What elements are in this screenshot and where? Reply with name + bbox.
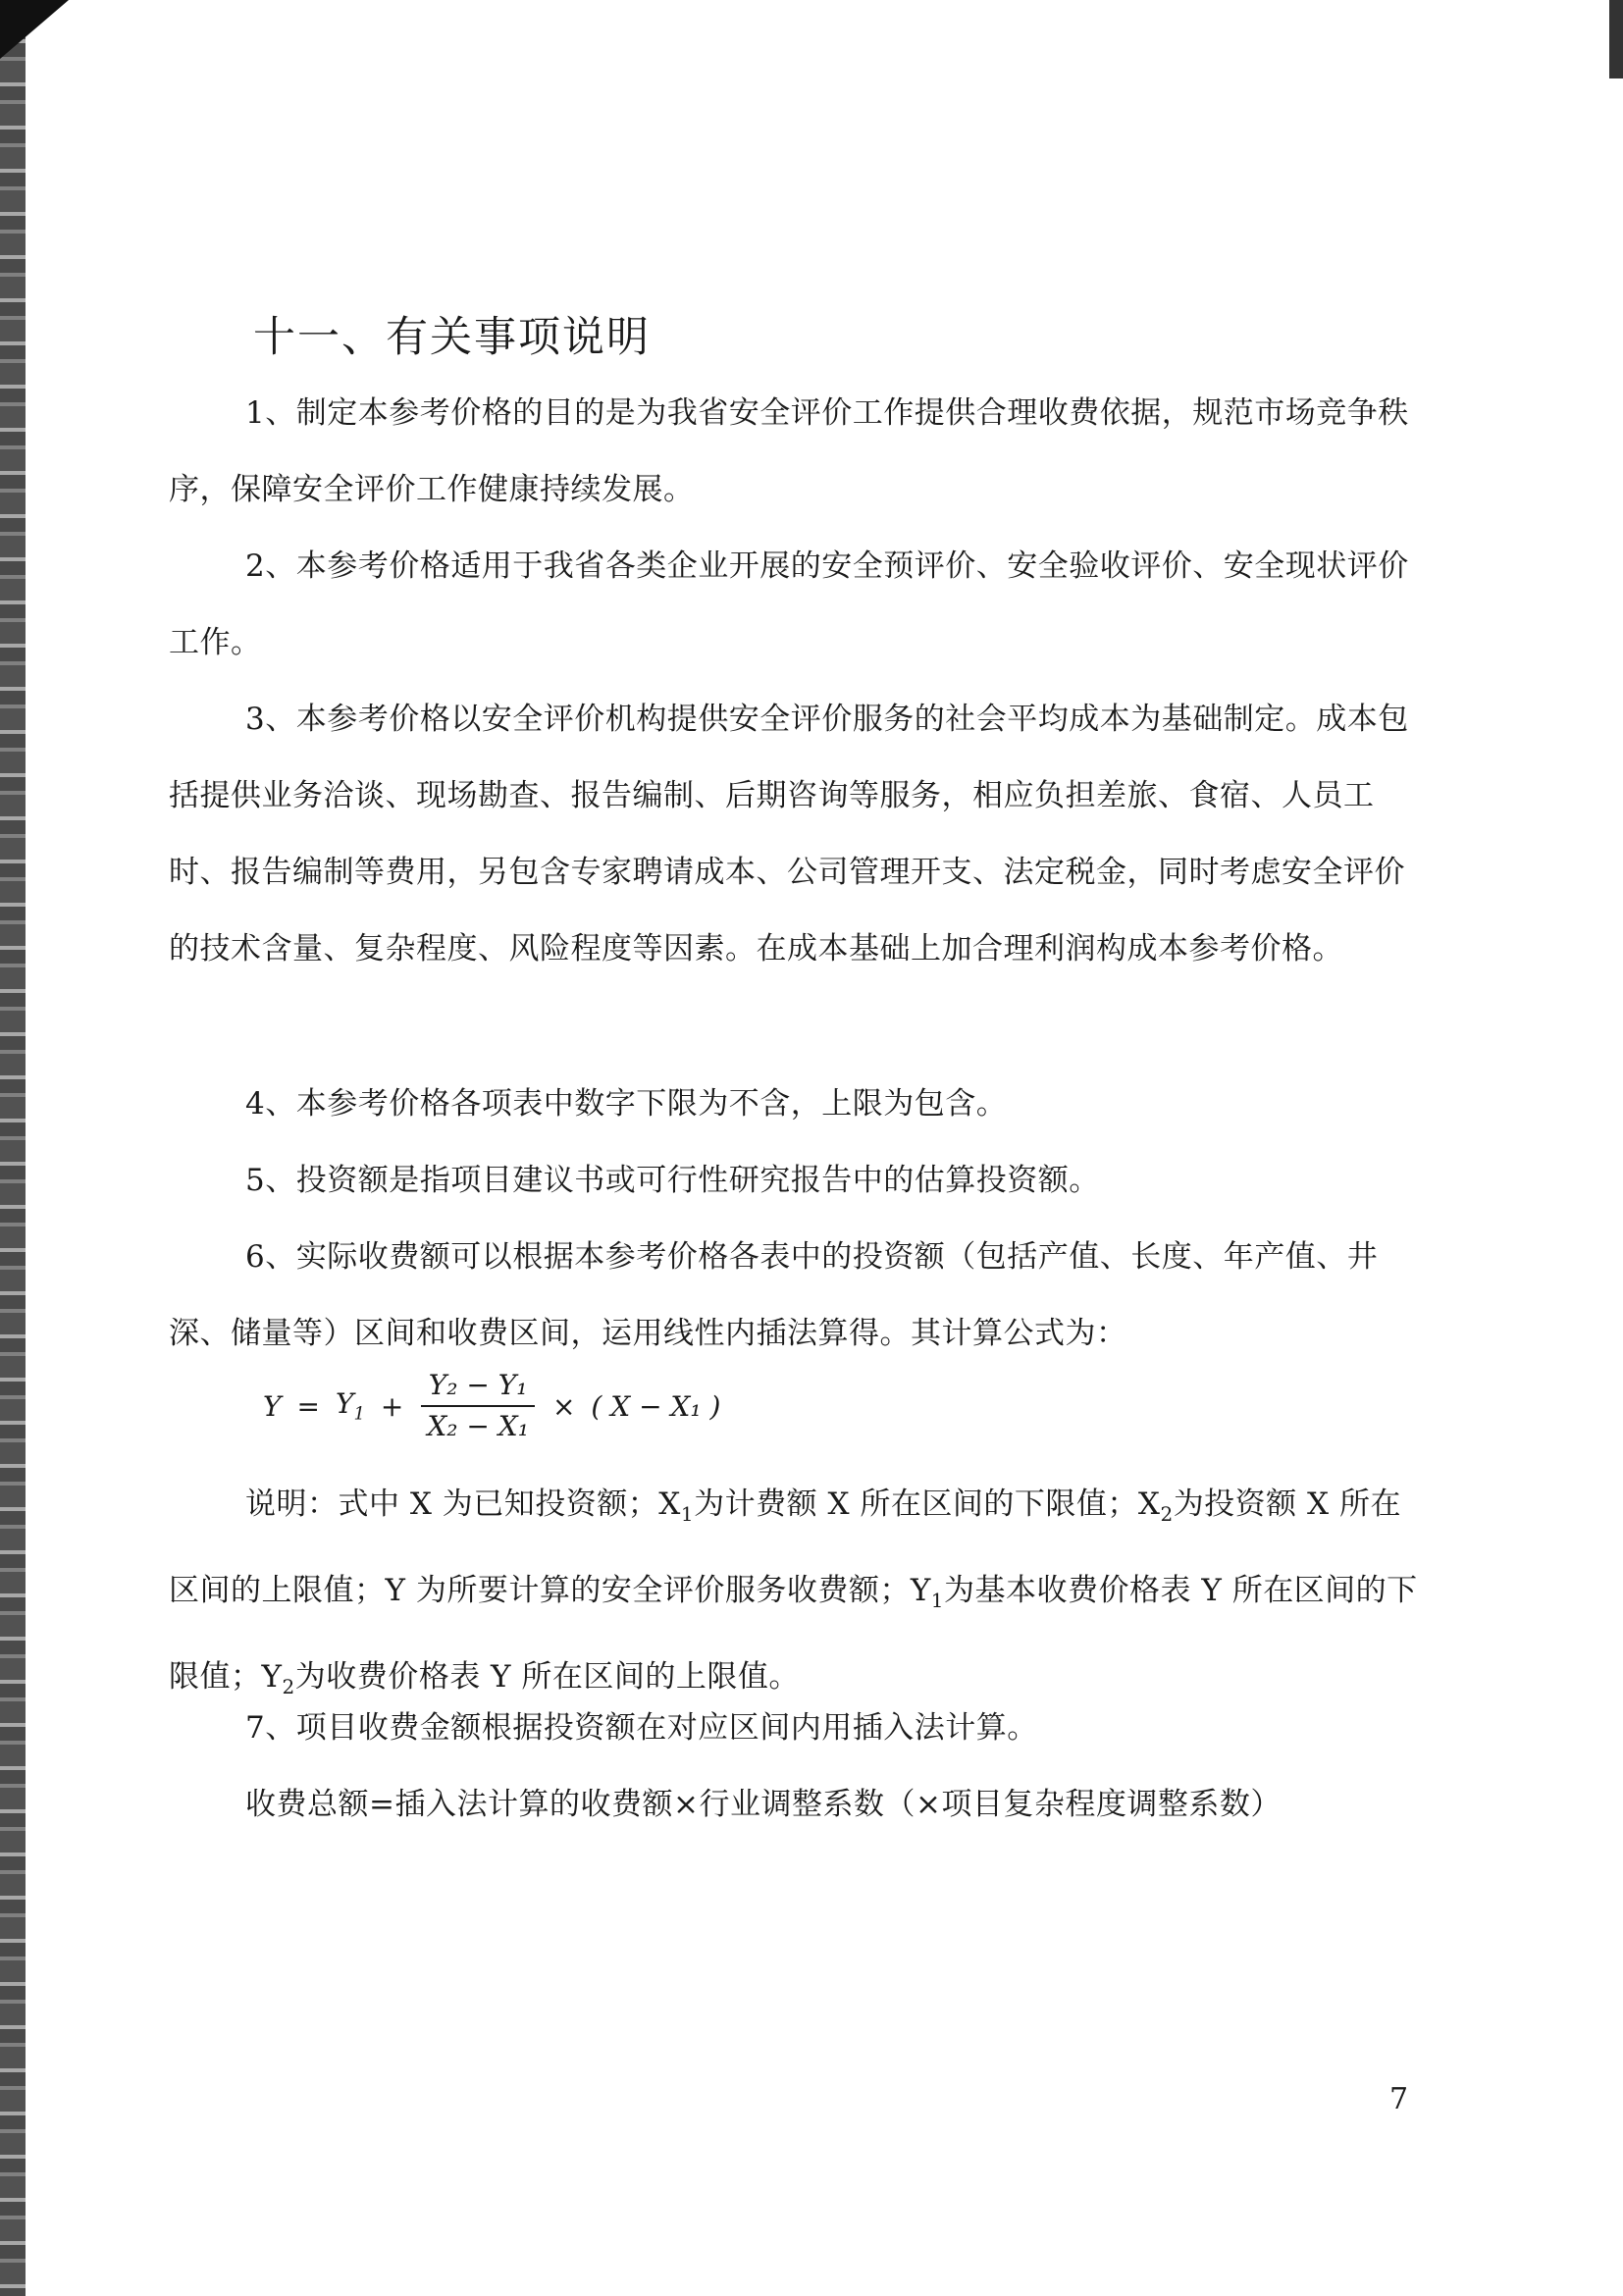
formula-lhs: Y — [263, 1389, 282, 1423]
formula-plus: + — [380, 1389, 404, 1423]
paragraph-3: 3、本参考价格以安全评价机构提供安全评价服务的社会平均成本为基础制定。成本包括提供业务洽谈、现场勘查、报告编制、后期咨询等服务，相应负担差旅、食宿、人员工时、报告编制等费用，另包含专家聘请成本、公司管理开支、法定税金，同时考虑安全评价的技术含量、复杂程度、风险程度等因素。在成本基础上加合理利润构成本参考价格。 — [169, 702, 1409, 966]
paragraph-4: 4、本参考价格各项表中数字下限为不含，上限为包含。 — [245, 1086, 1008, 1122]
page-number: 7 — [1389, 2082, 1409, 2116]
interpolation-formula — [263, 1366, 720, 1446]
formula-times: × — [551, 1389, 576, 1423]
formula-numerator: Y₂ − Y₁ — [421, 1366, 536, 1407]
paragraph-7: 7、项目收费金额根据投资额在对应区间内用插入法计算。 — [245, 1710, 1038, 1746]
paragraph-8: 收费总额=插入法计算的收费额×行业调整系数（×项目复杂程度调整系数） — [245, 1787, 1282, 1822]
paragraph-2: 2、本参考价格适用于我省各类企业开展的安全预评价、安全验收评价、安全现状评价工作。 — [169, 548, 1409, 660]
formula-equals: = — [296, 1389, 320, 1423]
formula-fraction — [419, 1366, 537, 1446]
paragraph-6: 6、实际收费额可以根据本参考价格各表中的投资额（包括产值、长度、年产值、井深、储量等）区间和收费区间，运用线性内插法算得。其计算公式为： — [169, 1239, 1379, 1351]
formula-y1: $Y_1$ — [335, 1387, 365, 1425]
page-title: 十一、有关事项说明 — [253, 313, 651, 362]
scan-edge — [0, 0, 26, 2296]
paragraph-5: 5、投资额是指项目建议书或可行性研究报告中的估算投资额。 — [245, 1163, 1100, 1198]
explanation-paragraph: 说明：式中 X 为已知投资额；$X_1$为计费额 X 所在区间的下限值；$X_2$为投资额 X 所在区间的上限值；Y 为所要计算的安全评价服务收费额；$Y_1$为基本收费价格表 Y 所在区间的下限值；$Y_2$为收费价格表 Y 所在区间的上限值。 — [169, 1487, 1418, 1699]
paragraph-1: 1、制定本参考价格的目的是为我省安全评价工作提供合理收费依据，规范市场竞争秩序，保障安全评价工作健康持续发展。 — [169, 395, 1409, 507]
formula-paren: ( X − X₁ ) — [591, 1389, 721, 1423]
formula-denominator: X₂ − X₁ — [427, 1410, 529, 1442]
scan-right-mark — [1609, 0, 1623, 78]
scan-corner — [0, 0, 69, 59]
